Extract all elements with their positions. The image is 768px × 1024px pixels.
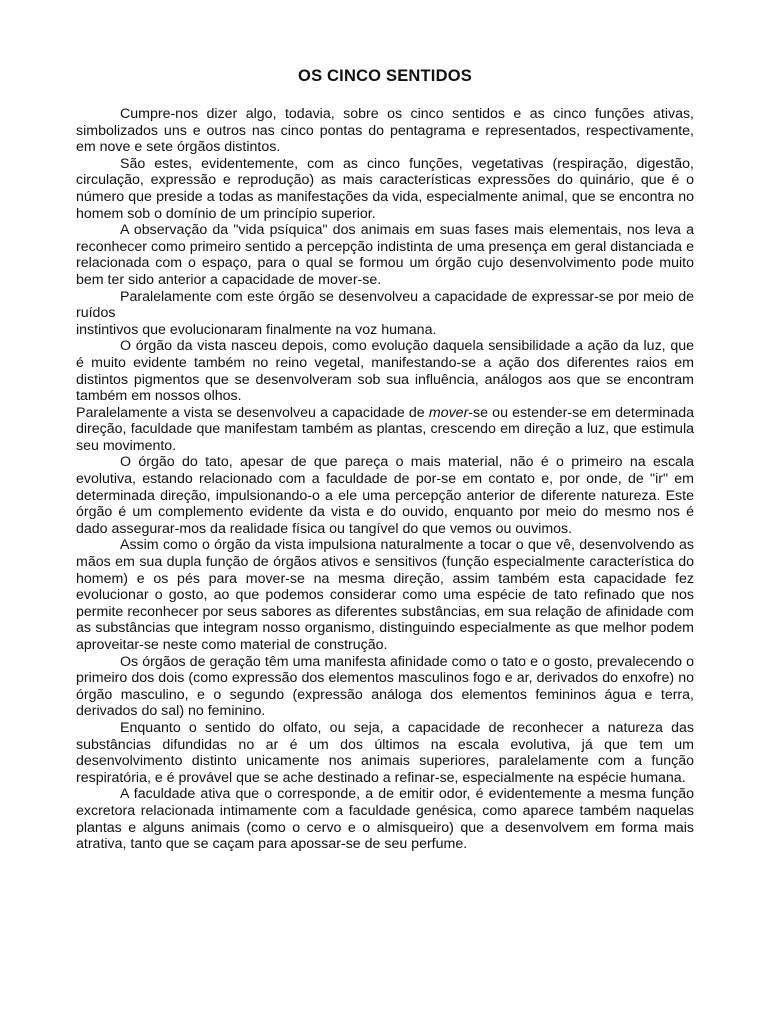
paragraph-text: Os órgãos de geração têm uma manifesta afinidade como o tato e o gosto, prevalecendo o primeiro dos dois (como expressão dos elementos masculinos fogo e ar, derivados do enxofre) no órgão masculino, e o segundo (expressão análoga dos elementos femininos água e terra, derivados do sal) no feminino. [76, 653, 694, 720]
paragraph-text: O órgão da vista nasceu depois, como evolução daquela sensibilidade a ação da luz, que é muito evidente também no reino vegetal, manifestando-se a ação dos diferentes raios em distintos pigmentos que se desenvolveram sob sua influência, análogos aos que se encontram também em nossos olhos. [76, 338, 694, 405]
paragraph-7 [76, 454, 694, 537]
paragraph-5 [76, 338, 694, 404]
paragraph-6 [76, 405, 694, 455]
paragraph-text-after: -se ou estender-se em determinada direção, faculdade que manifestam também as plantas, crescendo em direção a luz, que estimula seu movimento. [76, 404, 694, 454]
document-title: OS CINCO SENTIDOS [298, 67, 472, 85]
paragraph-4 [76, 289, 694, 339]
paragraph-1 [76, 106, 694, 156]
paragraph-text: Cumpre-nos dizer algo, todavia, sobre os cinco sentidos e as cinco funções ativas, simbolizados uns e outros nas cinco pontas do pentagrama e representados, respectivamente, em nove e sete órgãos distintos. [76, 106, 694, 156]
paragraph-text: São estes, evidentemente, com as cinco funções, vegetativas (respiração, digestão, circulação, expressão e reprodução) as mais características expressões do quinário, que é o número que preside a todas as manifestações da vida, especialmente animal, que se encontra no homem sob o domínio de um princípio superior. [76, 155, 694, 222]
document-page [76, 66, 694, 853]
paragraph-9 [76, 654, 694, 720]
paragraph-text: Enquanto o sentido do olfato, ou seja, a capacidade de reconhecer a natureza das substâncias difundidas no ar é um dos últimos na escala evolutiva, já que tem um desenvolvimento distinto unicamente nos animais superiores, paralelamente com a função respiratória, e é provável que se ache destinado a refinar-se, especialmente na espécie humana. [76, 719, 694, 786]
paragraph-3 [76, 222, 694, 288]
emphasized-word: mover [428, 404, 469, 421]
paragraph-text: A faculdade ativa que o corresponde, a de emitir odor, é evidentemente a mesma função excretora relacionada intimamente com a faculdade genésica, como aparece também naquelas plantas e alguns animais (como o cervo e o almisqueiro) que a desenvolvem em forma mais atrativa, tanto que se caçam para apossar-se de seu perfume. [76, 786, 694, 853]
paragraph-11 [76, 786, 694, 852]
paragraph-text: O órgão do tato, apesar de que pareça o mais material, não é o primeiro na escala evolutiva, estando relacionado com a faculdade de por-se em contato e, por onde, de "ir" em determinada direção, impulsionando-o a ele uma percepção anterior de diferente natureza. Este órgão é um complemento evidente da vista e do ouvido, enquanto por meio do mesmo nos é dado assegurar-mos da realidade física ou tangível do que vemos ou ouvimos. [76, 454, 694, 537]
paragraph-2 [76, 156, 694, 222]
paragraph-10 [76, 720, 694, 786]
paragraph-8 [76, 537, 694, 653]
paragraph-text: A observação da "vida psíquica" dos animais em suas fases mais elementais, nos leva a reconhecer como primeiro sentido a percepção indistinta de uma presença em geral distanciada e relacionada com o espaço, para o qual se formou um órgão cujo desenvolvimento pode muito bem ter sido anterior a capacidade de mover-se. [76, 222, 694, 288]
paragraph-text: Assim como o órgão da vista impulsiona naturalmente a tocar o que vê, desenvolvendo as mãos em sua dupla função de órgãos ativos e sensitivos (função especialmente característica do homem) e os pés para mover-se na mesma direção, assim também esta capacidade fez evolucionar o gosto, ao que podemos considerar como uma espécie de tato refinado que nos permite reconhecer por seus sabores as diferentes substâncias, em sua relação de afinidade com as substâncias que integram nosso organismo, distinguindo especialmente as que melhor podem aproveitar-se neste como material de construção. [76, 537, 694, 653]
paragraph-text-before: Paralelamente a vista se desenvolveu a capacidade de [76, 404, 429, 421]
paragraph-text: Paralelamente com este órgão se desenvolveu a capacidade de expressar-se por meio de ruídos [76, 288, 694, 322]
paragraph-continuation: instintivos que evolucionaram finalmente na voz humana. [76, 321, 437, 338]
